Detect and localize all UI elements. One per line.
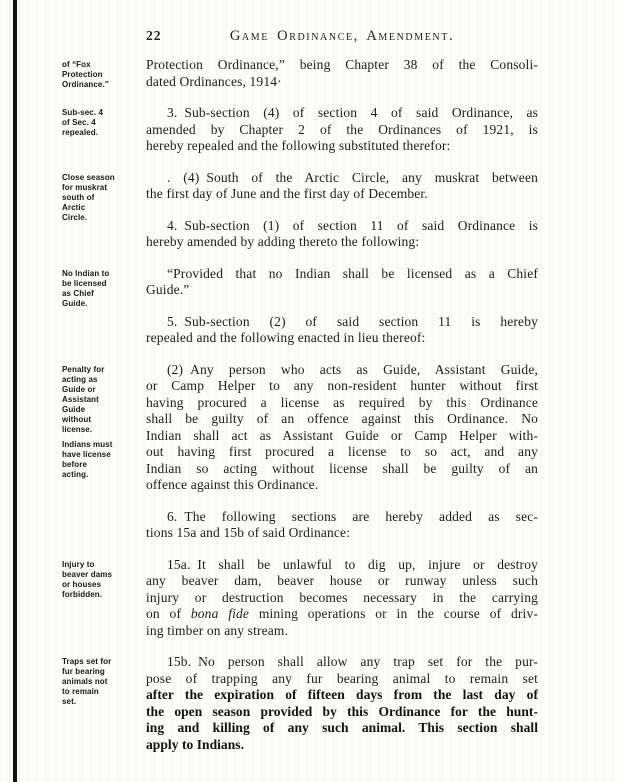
text-line: out having first procured a license to so act, and any bbox=[146, 444, 538, 459]
margin-note-line: of Sec. 4 bbox=[62, 118, 96, 127]
text-line: after the expiration of fifteen days from the last day of bbox=[146, 687, 538, 702]
paragraph bbox=[146, 218, 538, 251]
margin-note-line: Traps set for bbox=[62, 657, 112, 666]
text-line: 15b. No person shall allow any trap set for the pur- bbox=[167, 654, 538, 669]
margin-note-line: Guide or bbox=[62, 384, 96, 394]
page-number: 22 bbox=[146, 28, 162, 43]
section-section-3 bbox=[62, 105, 538, 155]
margin-note-line: beaver dams bbox=[62, 569, 113, 579]
text-line: 6. The following sections are hereby added as sec- bbox=[167, 508, 538, 524]
paragraph bbox=[146, 105, 538, 155]
text-line: (2) Any person who acts as Guide, Assistant Guide, bbox=[167, 361, 538, 377]
text-line: 5. Sub-section (2) of said section 11 is hereby bbox=[167, 313, 538, 329]
margin-note-line: Sub-sec. 4 bbox=[62, 108, 104, 117]
text-line: Protection Ordinance,” being Chapter 38 of the Consoli- bbox=[146, 57, 538, 72]
paragraph bbox=[146, 557, 538, 640]
text-line: hereby repealed and the following substituted therefor: bbox=[146, 138, 451, 153]
running-header: Game Ordinance, Amendment. bbox=[229, 28, 455, 44]
margin-note-line: be licensed bbox=[62, 278, 107, 288]
margin-note bbox=[62, 269, 142, 309]
margin-note-line: to remain bbox=[62, 687, 99, 696]
paragraph bbox=[146, 654, 538, 753]
margin-note bbox=[62, 60, 142, 90]
text-line: the open season provided by this Ordinance for the hunt- bbox=[146, 703, 538, 719]
paragraph bbox=[146, 509, 538, 542]
margin-note-line: fur bearing bbox=[62, 667, 105, 676]
text-line: 4. Sub-section (1) of section 11 of said Ordinance is bbox=[167, 217, 538, 233]
text-line: repealed and the following enacted in lieu thereof: bbox=[146, 330, 426, 345]
margin-note-line: or houses bbox=[62, 579, 102, 589]
margin-note-line: Guide. bbox=[62, 298, 88, 308]
text-line: Indian shall act as Assistant Guide or Camp Helper with- bbox=[146, 427, 538, 443]
section-proviso-chief-guide bbox=[62, 265, 538, 308]
text-line: ing timber on any stream. bbox=[146, 622, 289, 638]
scan-edge-bar bbox=[13, 0, 17, 782]
margin-notes bbox=[62, 269, 142, 314]
margin-note-line: Indians must bbox=[62, 439, 113, 449]
text-line: apply to Indians. bbox=[146, 736, 245, 752]
margin-note-line: set. bbox=[62, 697, 77, 706]
text-line: hereby amended by adding thereto the following: bbox=[146, 234, 420, 249]
text-line: tions 15a and 15b of said Ordinance: bbox=[146, 525, 351, 540]
paragraph bbox=[146, 314, 538, 347]
margin-note-line: license. bbox=[62, 424, 93, 434]
margin-note bbox=[62, 173, 142, 223]
text-line: shall be guilty of an offence against this Ordinance. No bbox=[146, 411, 538, 426]
text-line: . (4) South of the Arctic Circle, any muskrat between bbox=[167, 169, 538, 185]
section-section-4 bbox=[62, 218, 538, 251]
section-section-6 bbox=[62, 509, 538, 542]
margin-note-line: acting. bbox=[62, 469, 89, 479]
margin-note-line: repealed. bbox=[62, 128, 99, 137]
margin-note-line: have license bbox=[62, 449, 111, 459]
margin-note-line: Assistant bbox=[62, 394, 99, 404]
paragraph bbox=[146, 57, 538, 90]
margin-note-line: Arctic bbox=[62, 202, 86, 212]
margin-notes bbox=[62, 657, 142, 712]
text-line: the first day of June and the first day of December. bbox=[146, 186, 428, 201]
section-section-15b bbox=[62, 654, 538, 753]
margin-note-line: Circle. bbox=[62, 212, 88, 222]
text-line: ing and killing of any such animal. This section shall bbox=[146, 720, 538, 735]
paragraph bbox=[146, 362, 538, 494]
margin-note bbox=[62, 440, 142, 480]
document-body bbox=[0, 57, 618, 753]
margin-note-line: Penalty for bbox=[62, 364, 105, 374]
margin-note bbox=[62, 657, 142, 707]
margin-note bbox=[62, 560, 142, 600]
text-line: any beaver dam, beaver house or runway unless such bbox=[146, 573, 538, 588]
margin-note bbox=[62, 365, 142, 435]
section-section-15a bbox=[62, 557, 538, 640]
text-line: amended by Chapter 2 of the Ordinances of 1921, is bbox=[146, 121, 538, 137]
text-line: or Camp Helper to any non-resident hunter without first bbox=[146, 378, 538, 393]
text-line: “Provided that no Indian shall be licensed as a Chief bbox=[167, 265, 538, 281]
margin-note-line: of “Fox bbox=[62, 60, 91, 69]
section-sub-section-4 bbox=[62, 169, 538, 222]
margin-note-line: No Indian to bbox=[62, 268, 110, 278]
margin-note-line: before bbox=[62, 459, 88, 469]
margin-note-line: for muskrat bbox=[62, 182, 108, 192]
text-line: pose of trapping any fur bearing animal to remain set bbox=[146, 670, 538, 686]
text-line: injury or destruction becomes necessary in the carrying bbox=[146, 589, 538, 605]
margin-note-line: south of bbox=[62, 192, 95, 202]
margin-notes bbox=[62, 108, 142, 143]
margin-notes bbox=[62, 560, 142, 605]
text-line: 15a. It shall be unlawful to dig up, injure or destroy bbox=[167, 556, 538, 572]
page-header bbox=[146, 0, 538, 44]
text-line: having procured a license as required by this Ordinance bbox=[146, 394, 538, 410]
paragraph bbox=[146, 170, 538, 203]
margin-note-line: Injury to bbox=[62, 559, 95, 569]
margin-note-line: Guide bbox=[62, 404, 86, 414]
section-fox-protection-continuation bbox=[62, 57, 538, 90]
text-line: Indian so acting without license shall be guilty of an bbox=[146, 460, 538, 476]
text-line: dated Ordinances, 1914· bbox=[146, 73, 282, 89]
margin-notes bbox=[62, 60, 142, 95]
margin-note-line: animals not bbox=[62, 677, 108, 686]
margin-note-line: forbidden. bbox=[62, 589, 103, 599]
margin-note-line: Protection bbox=[62, 70, 103, 79]
margin-note-line: without bbox=[62, 414, 92, 424]
text-line: offence against this Ordinance. bbox=[146, 477, 319, 492]
margin-note-line: Ordinance.” bbox=[62, 80, 109, 89]
text-line: Guide.” bbox=[146, 282, 190, 297]
margin-notes bbox=[62, 365, 142, 485]
text-line: 3. Sub-section (4) of section 4 of said Ordinance, as bbox=[167, 105, 538, 120]
margin-note bbox=[62, 108, 142, 138]
section-section-5 bbox=[62, 314, 538, 347]
text-line: on of bona fide mining operations or in the course of driv- bbox=[146, 606, 538, 621]
margin-note-line: Close season bbox=[62, 172, 115, 182]
margin-note-line: acting as bbox=[62, 374, 98, 384]
paragraph bbox=[146, 266, 538, 299]
section-sub-section-2 bbox=[62, 362, 538, 494]
margin-note-line: as Chief bbox=[62, 288, 94, 298]
